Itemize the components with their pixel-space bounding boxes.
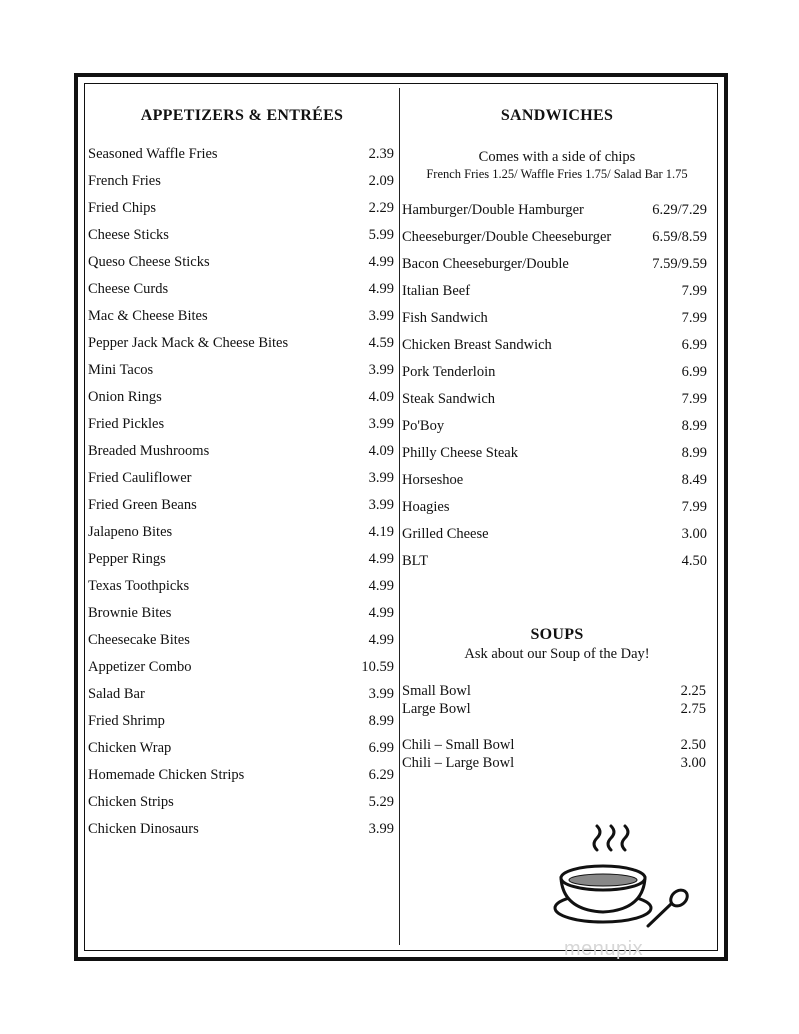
menu-item-price: 4.99 [368, 605, 394, 621]
menu-item-price: 8.49 [681, 472, 707, 488]
menu-item-price: 2.39 [368, 146, 394, 162]
menu-item-name: Chicken Strips [88, 794, 174, 810]
menu-item-name: Mini Tacos [88, 362, 154, 378]
menu-item-name: Chicken Breast Sandwich [402, 337, 552, 353]
appetizer-row [88, 605, 394, 622]
menu-item-name: Fried Pickles [88, 416, 165, 432]
appetizer-row [88, 146, 394, 163]
menu-item-price: 2.75 [680, 701, 706, 717]
appetizer-row [88, 254, 394, 271]
menu-item-price: 6.59/8.59 [652, 229, 707, 245]
menu-item-price: 3.00 [680, 755, 706, 771]
menu-item-price: 6.99 [681, 364, 707, 380]
sandwich-row [402, 364, 707, 381]
menu-item-name: Chili – Large Bowl [402, 755, 515, 771]
appetizer-row [88, 362, 394, 379]
menu-item-price: 8.99 [681, 445, 707, 461]
sandwich-row [402, 391, 707, 408]
menu-item-name: Seasoned Waffle Fries [88, 146, 218, 162]
appetizers-heading: APPETIZERS & ENTRÉES [140, 107, 344, 124]
menu-item-price: 4.50 [681, 553, 707, 569]
appetizer-row [88, 551, 394, 568]
sandwich-row [402, 283, 707, 300]
appetizer-row [88, 524, 394, 541]
menu-item-price: 4.09 [368, 443, 394, 459]
menu-item-name: Homemade Chicken Strips [88, 767, 245, 783]
menu-item-price: 4.99 [368, 632, 394, 648]
menu-item-price: 4.59 [368, 335, 394, 351]
soups-subtitle: Ask about our Soup of the Day! [464, 646, 650, 662]
appetizer-row [88, 740, 394, 757]
menu-item-price: 3.99 [368, 416, 394, 432]
column-divider [399, 88, 400, 945]
menu-item-name: Chili – Small Bowl [402, 737, 515, 753]
appetizer-row [88, 470, 394, 487]
watermark: menupix [564, 938, 644, 960]
menu-item-name: Cheeseburger/Double Cheeseburger [402, 229, 612, 245]
appetizer-row [88, 659, 394, 676]
soup-bowl-icon [553, 818, 713, 938]
sandwich-row [402, 337, 707, 354]
menu-item-name: Fish Sandwich [402, 310, 488, 326]
appetizer-row [88, 308, 394, 325]
soup-row [402, 682, 706, 700]
appetizer-row [88, 443, 394, 460]
menu-item-price: 2.25 [680, 683, 706, 699]
menu-item-price: 8.99 [368, 713, 394, 729]
menu-item-name: Hamburger/Double Hamburger [402, 202, 584, 218]
menu-item-price: 4.99 [368, 578, 394, 594]
menu-item-price: 3.99 [368, 686, 394, 702]
menu-item-name: Steak Sandwich [402, 391, 496, 407]
appetizer-row [88, 578, 394, 595]
menu-item-price: 7.99 [681, 283, 707, 299]
appetizer-row [88, 173, 394, 190]
menu-item-price: 6.29 [368, 767, 394, 783]
menu-item-name: Large Bowl [402, 701, 471, 717]
sandwich-row [402, 499, 707, 516]
menu-item-name: Chicken Dinosaurs [88, 821, 199, 837]
appetizer-row [88, 416, 394, 433]
menu-item-name: Italian Beef [402, 283, 471, 299]
sandwich-row [402, 553, 707, 570]
menu-item-name: Small Bowl [402, 683, 471, 699]
menu-item-price: 6.99 [368, 740, 394, 756]
menu-item-name: Onion Rings [88, 389, 162, 405]
appetizer-row [88, 767, 394, 784]
menu-item-name: Pepper Rings [88, 551, 166, 567]
sandwich-row [402, 445, 707, 462]
menu-item-name: Chicken Wrap [88, 740, 172, 756]
menu-item-name: Brownie Bites [88, 605, 172, 621]
menu-item-name: Cheese Curds [88, 281, 169, 297]
appetizer-row [88, 389, 394, 406]
sandwich-row [402, 472, 707, 489]
soups-heading: SOUPS [530, 626, 584, 643]
menu-item-name: Philly Cheese Steak [402, 445, 518, 461]
sandwich-row [402, 256, 707, 273]
appetizer-row [88, 497, 394, 514]
menu-item-name: Fried Chips [88, 200, 157, 216]
menu-item-name: Bacon Cheeseburger/Double [402, 256, 569, 272]
menu-item-price: 3.99 [368, 470, 394, 486]
menu-item-price: 3.00 [681, 526, 707, 542]
menu-item-price: 3.99 [368, 308, 394, 324]
menu-item-price: 10.59 [361, 659, 394, 675]
appetizer-row [88, 713, 394, 730]
menu-item-name: Fried Shrimp [88, 713, 165, 729]
menu-item-name: Salad Bar [88, 686, 145, 702]
menu-item-price: 4.99 [368, 281, 394, 297]
menu-item-price: 7.59/9.59 [652, 256, 707, 272]
menu-item-name: Queso Cheese Sticks [88, 254, 210, 270]
sandwich-row [402, 418, 707, 435]
menu-item-name: Fried Cauliflower [88, 470, 192, 486]
sandwich-row [402, 229, 707, 246]
menu-item-name: Fried Green Beans [88, 497, 197, 513]
appetizer-row [88, 200, 394, 217]
sandwiches-sides-note: French Fries 1.25/ Waffle Fries 1.75/ Salad Bar 1.75 [426, 167, 688, 181]
menu-item-name: Horseshoe [402, 472, 464, 488]
menu-item-price: 5.99 [368, 227, 394, 243]
menu-item-name: Appetizer Combo [88, 659, 192, 675]
menu-item-price: 7.99 [681, 391, 707, 407]
soup-row [402, 736, 706, 754]
appetizer-row [88, 335, 394, 352]
menu-item-name: Pork Tenderloin [402, 364, 496, 380]
menu-item-price: 3.99 [368, 821, 394, 837]
menu-item-name: Cheesecake Bites [88, 632, 190, 648]
menu-item-name: Mac & Cheese Bites [88, 308, 208, 324]
menu-item-name: French Fries [88, 173, 161, 189]
menu-item-price: 7.99 [681, 310, 707, 326]
menu-item-price: 4.19 [368, 524, 394, 540]
menu-item-price: 2.09 [368, 173, 394, 189]
appetizer-row [88, 281, 394, 298]
sandwiches-heading: SANDWICHES [500, 107, 614, 124]
sandwiches-note: Comes with a side of chips [478, 149, 636, 165]
menu-item-price: 2.29 [368, 200, 394, 216]
menu-item-price: 4.99 [368, 551, 394, 567]
appetizer-row [88, 227, 394, 244]
menu-item-price: 3.99 [368, 362, 394, 378]
menu-item-name: Pepper Jack Mack & Cheese Bites [88, 335, 289, 351]
soup-row [402, 700, 706, 718]
menu-item-name: Grilled Cheese [402, 526, 489, 542]
appetizer-row [88, 821, 394, 838]
menu-item-name: Po'Boy [402, 418, 445, 434]
menu-item-price: 3.99 [368, 497, 394, 513]
menu-item-name: Cheese Sticks [88, 227, 169, 243]
menu-item-price: 4.99 [368, 254, 394, 270]
menu-item-name: Jalapeno Bites [88, 524, 173, 540]
menu-item-price: 4.09 [368, 389, 394, 405]
appetizer-row [88, 632, 394, 649]
menu-item-price: 7.99 [681, 499, 707, 515]
menu-item-price: 6.99 [681, 337, 707, 353]
soup-row [402, 754, 706, 772]
menu-item-price: 6.29/7.29 [652, 202, 707, 218]
menu-item-price: 5.29 [368, 794, 394, 810]
sandwich-row [402, 310, 707, 327]
menu-item-name: Texas Toothpicks [88, 578, 190, 594]
menu-item-name: BLT [402, 553, 429, 569]
appetizer-row [88, 686, 394, 703]
menu-item-name: Hoagies [402, 499, 450, 515]
sandwich-row [402, 202, 707, 219]
menu-item-name: Breaded Mushrooms [88, 443, 210, 459]
appetizer-row [88, 794, 394, 811]
menu-item-price: 2.50 [680, 737, 706, 753]
sandwich-row [402, 526, 707, 543]
menu-item-price: 8.99 [681, 418, 707, 434]
